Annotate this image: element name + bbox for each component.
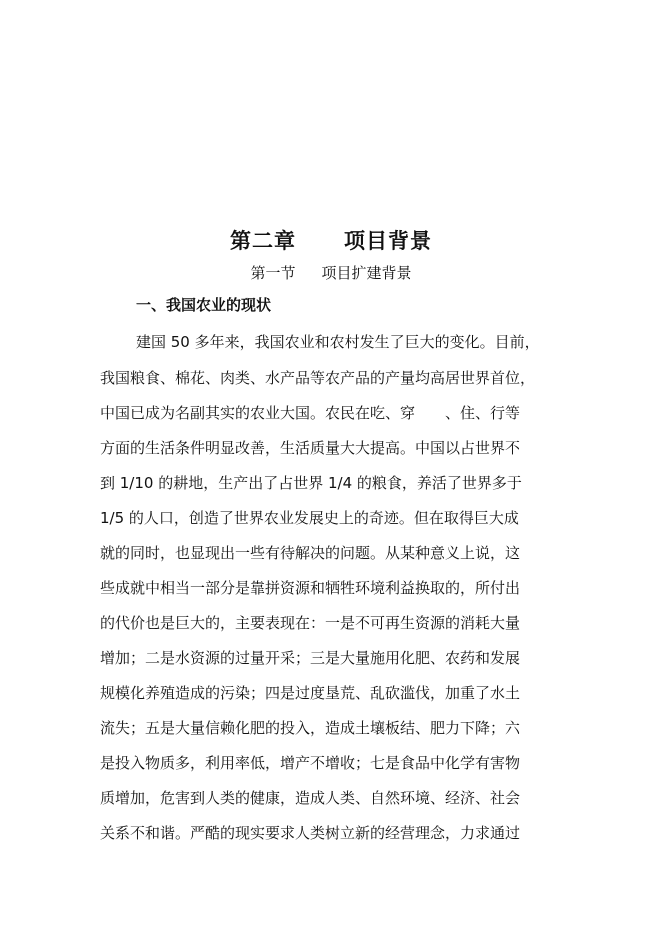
paragraph-line: 增加；二是水资源的过量开采；三是大量施用化肥、农药和发展 xyxy=(100,649,521,667)
paragraph-line: 中国已成为名副其实的农业大国。农民在吃、穿 、住、行等 xyxy=(100,404,521,422)
section-heading xyxy=(0,262,662,283)
chapter-title: 项目背景 xyxy=(344,229,432,253)
paragraph-line: 就的同时，也显现出一些有待解决的问题。从某种意义上说，这 xyxy=(100,544,521,562)
subheading: 一、我国农业的现状 xyxy=(136,296,272,314)
section-number: 第一节 xyxy=(250,264,296,282)
section-title: 项目扩建背景 xyxy=(321,264,412,282)
chapter-number: 第二章 xyxy=(230,229,296,253)
paragraph-line: 1/5 的人口，创造了世界农业发展史上的奇迹。但在取得巨大成 xyxy=(100,509,519,527)
paragraph-line: 规模化养殖造成的污染；四是过度垦荒、乱砍滥伐，加重了水土 xyxy=(100,684,521,702)
chapter-heading xyxy=(0,225,662,255)
paragraph-line: 方面的生活条件明显改善，生活质量大大提高。中国以占世界不 xyxy=(100,439,521,457)
paragraph-line: 关系不和谐。严酷的现实要求人类树立新的经营理念，力求通过 xyxy=(100,824,521,842)
paragraph-line: 到 1/10 的耕地，生产出了占世界 1/4 的粮食，养活了世界多于 xyxy=(100,474,522,492)
paragraph-line: 质增加，危害到人类的健康，造成人类、自然环境、经济、社会 xyxy=(100,789,521,807)
paragraph-line: 我国粮食、棉花、肉类、水产品等农产品的产量均高居世界首位， xyxy=(100,369,536,387)
paragraph-line: 是投入物质多，利用率低，增产不增收；七是食品中化学有害物 xyxy=(100,754,521,772)
paragraph-line: 些成就中相当一部分是靠拼资源和牺牲环境利益换取的，所付出 xyxy=(100,579,521,597)
paragraph-line: 建国 50 多年来，我国农业和农村发生了巨大的变化。目前， xyxy=(136,333,540,351)
paragraph-line: 流失；五是大量信赖化肥的投入，造成土壤板结、肥力下降；六 xyxy=(100,719,521,737)
paragraph-line: 的代价也是巨大的，主要表现在：一是不可再生资源的消耗大量 xyxy=(100,614,521,632)
